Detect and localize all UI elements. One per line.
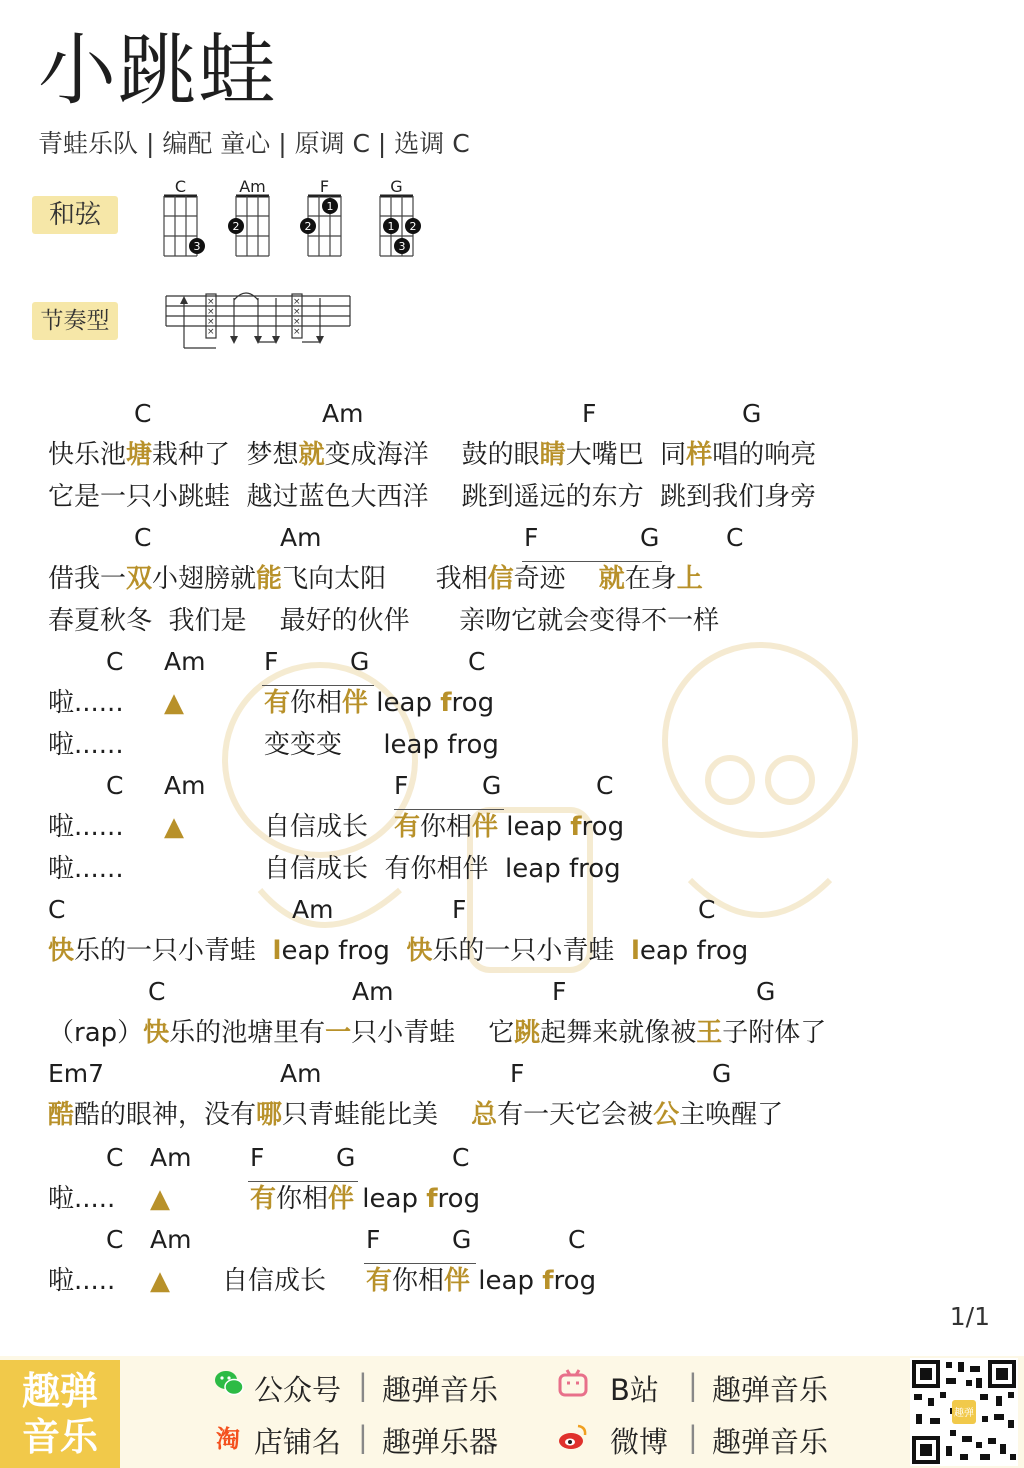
chord-label: G: [712, 1059, 732, 1088]
triangle-marker: ▲: [164, 688, 184, 718]
chord-label: G: [640, 523, 660, 552]
chord-label: Am: [280, 523, 322, 552]
chord-label: G: [756, 977, 776, 1006]
chord-label: F: [452, 895, 467, 924]
strum-pattern: [160, 292, 356, 352]
bilibili-icon: [558, 1368, 588, 1398]
lyric-line: 自信成长: [264, 812, 369, 842]
chord-label: F: [582, 399, 597, 428]
svg-text:淘: 淘: [216, 1425, 240, 1452]
svg-text:×: ×: [207, 317, 215, 327]
lyric-line: 春夏秋冬 我们是 最好的伙伴 亲吻它就会变得不一样: [48, 606, 720, 636]
brand-logo: 趣弹 音乐: [0, 1360, 120, 1468]
tie-line: [522, 561, 662, 562]
lyric-line: 自信成长 有你相伴 leap frog: [264, 854, 621, 884]
page-number: 1/1: [949, 1302, 990, 1331]
tie-line: [364, 1263, 476, 1264]
chord-label: F: [552, 977, 567, 1006]
chord-label: C: [106, 647, 124, 676]
svg-text:×: ×: [293, 317, 301, 327]
lyric-line: 有你相伴 leap frog: [366, 1266, 597, 1296]
chord-label: G: [452, 1225, 472, 1254]
lyric-prefix: 啦.....: [48, 1184, 116, 1214]
weibo-icon: [558, 1422, 588, 1452]
lyric-prefix: 啦......: [48, 688, 124, 718]
lyric-prefix: 啦.....: [48, 1266, 116, 1296]
chord-label: G: [482, 771, 502, 800]
lyric-line: 快乐池塘栽种了 梦想就变成海洋 鼓的眼睛大嘴巴 同样唱的响亮: [48, 440, 817, 470]
finger-number: 1: [387, 220, 395, 233]
svg-text:×: ×: [293, 307, 301, 317]
chord-label: C: [134, 399, 152, 428]
chord-diagram-name: C: [174, 177, 187, 196]
footer-label: 店铺名: [254, 1425, 342, 1459]
triangle-marker: ▲: [150, 1184, 170, 1214]
svg-text:趣弹: 趣弹: [954, 1408, 974, 1419]
wechat-icon: [214, 1368, 244, 1398]
triangle-marker: ▲: [164, 812, 184, 842]
chord-label: C: [698, 895, 716, 924]
chord-label: Am: [150, 1143, 192, 1172]
chord-label: C: [106, 1225, 124, 1254]
finger-number: 2: [304, 220, 312, 233]
chord-label: C: [48, 895, 66, 924]
lyric-line: 它是一只小跳蛙 越过蓝色大西洋 跳到遥远的东方 跳到我们身旁: [48, 482, 817, 512]
chord-diagram-am: [228, 177, 269, 256]
chord-label: Am: [150, 1225, 192, 1254]
lyric-line: （rap）快乐的池塘里有一只小青蛙 它跳起舞来就像被王子附体了: [48, 1018, 827, 1048]
song-title: 小跳蛙: [38, 26, 279, 116]
svg-text:×: ×: [293, 297, 301, 307]
chord-label: C: [148, 977, 166, 1006]
taobao-icon: [214, 1422, 244, 1452]
lyric-line: 有你相伴 leap frog: [250, 1184, 481, 1214]
lyric-line: 有你相伴 leap frog: [394, 812, 625, 842]
svg-text:×: ×: [293, 327, 301, 337]
chord-label: Am: [352, 977, 394, 1006]
chord-label: C: [568, 1225, 586, 1254]
chord-label: G: [336, 1143, 356, 1172]
chord-label: F: [510, 1059, 525, 1088]
chord-diagrams: [150, 176, 450, 266]
chord-diagram-name: Am: [239, 177, 266, 196]
chord-label: G: [742, 399, 762, 428]
lyric-line: 变变变 leap frog: [264, 730, 499, 760]
finger-number: 3: [398, 240, 406, 253]
chord-label: F: [394, 771, 409, 800]
finger-number: 2: [232, 220, 240, 233]
footer-bar: [0, 1356, 1024, 1468]
chord-label: F: [264, 647, 279, 676]
qr-code[interactable]: [910, 1358, 1018, 1466]
footer-value: 趣弹音乐: [382, 1373, 499, 1407]
svg-text:×: ×: [207, 327, 215, 337]
chord-section-tag: 和弦: [32, 196, 118, 234]
tie-line: [248, 1181, 358, 1182]
footer-value: 趣弹乐器: [382, 1425, 499, 1459]
chord-label: F: [250, 1143, 265, 1172]
chord-label: Am: [280, 1059, 322, 1088]
chord-diagram-f: [300, 177, 341, 256]
footer-label: 微博: [610, 1425, 669, 1459]
chord-label: C: [468, 647, 486, 676]
footer-separator: |: [688, 1368, 698, 1402]
lyric-prefix: 啦......: [48, 730, 124, 760]
chord-label: Am: [292, 895, 334, 924]
lyric-line: 借我一双小翅膀就能飞向太阳 我相信奇迹 就在身上: [48, 564, 703, 594]
song-meta: 青蛙乐队 | 编配 童心 | 原调 C | 选调 C: [38, 129, 470, 158]
tie-line: [262, 685, 374, 686]
footer-separator: |: [358, 1368, 368, 1402]
chord-diagram-c: [164, 177, 205, 256]
footer-label: B站: [610, 1373, 659, 1407]
footer-label: 公众号: [254, 1373, 342, 1407]
chord-label: C: [452, 1143, 470, 1172]
finger-number: 2: [409, 220, 417, 233]
svg-text:×: ×: [207, 297, 215, 307]
chord-label: C: [596, 771, 614, 800]
footer-value: 趣弹音乐: [712, 1373, 829, 1407]
lyric-prefix: 啦......: [48, 854, 124, 884]
chord-label: C: [726, 523, 744, 552]
triangle-marker: ▲: [150, 1266, 170, 1296]
footer-separator: |: [688, 1420, 698, 1454]
lyric-line: 酷酷的眼神，没有哪只青蛙能比美 总有一天它会被公主唤醒了: [48, 1100, 784, 1130]
footer-value: 趣弹音乐: [712, 1425, 829, 1459]
chord-label: C: [106, 1143, 124, 1172]
rhythm-section-tag: 节奏型: [32, 302, 118, 340]
tie-line: [394, 809, 504, 810]
chord-label: Em7: [48, 1059, 105, 1088]
lyric-line: 有你相伴 leap frog: [264, 688, 495, 718]
chord-diagram-name: F: [319, 177, 330, 196]
chord-label: C: [106, 771, 124, 800]
chord-label: C: [134, 523, 152, 552]
footer-separator: |: [358, 1420, 368, 1454]
chord-label: G: [350, 647, 370, 676]
chord-diagram-g: [380, 177, 421, 256]
lyric-prefix: 啦......: [48, 812, 124, 842]
finger-number: 1: [326, 200, 334, 213]
chord-label: Am: [164, 771, 206, 800]
lyric-line: 自信成长: [222, 1266, 327, 1296]
chord-label: F: [366, 1225, 381, 1254]
chord-label: Am: [164, 647, 206, 676]
lyric-line: 快乐的一只小青蛙 leap frog 快乐的一只小青蛙 leap frog: [48, 936, 749, 966]
chord-label: Am: [322, 399, 364, 428]
finger-number: 3: [193, 240, 201, 253]
chord-label: F: [524, 523, 539, 552]
chord-diagram-name: G: [390, 177, 403, 196]
svg-text:×: ×: [207, 307, 215, 317]
